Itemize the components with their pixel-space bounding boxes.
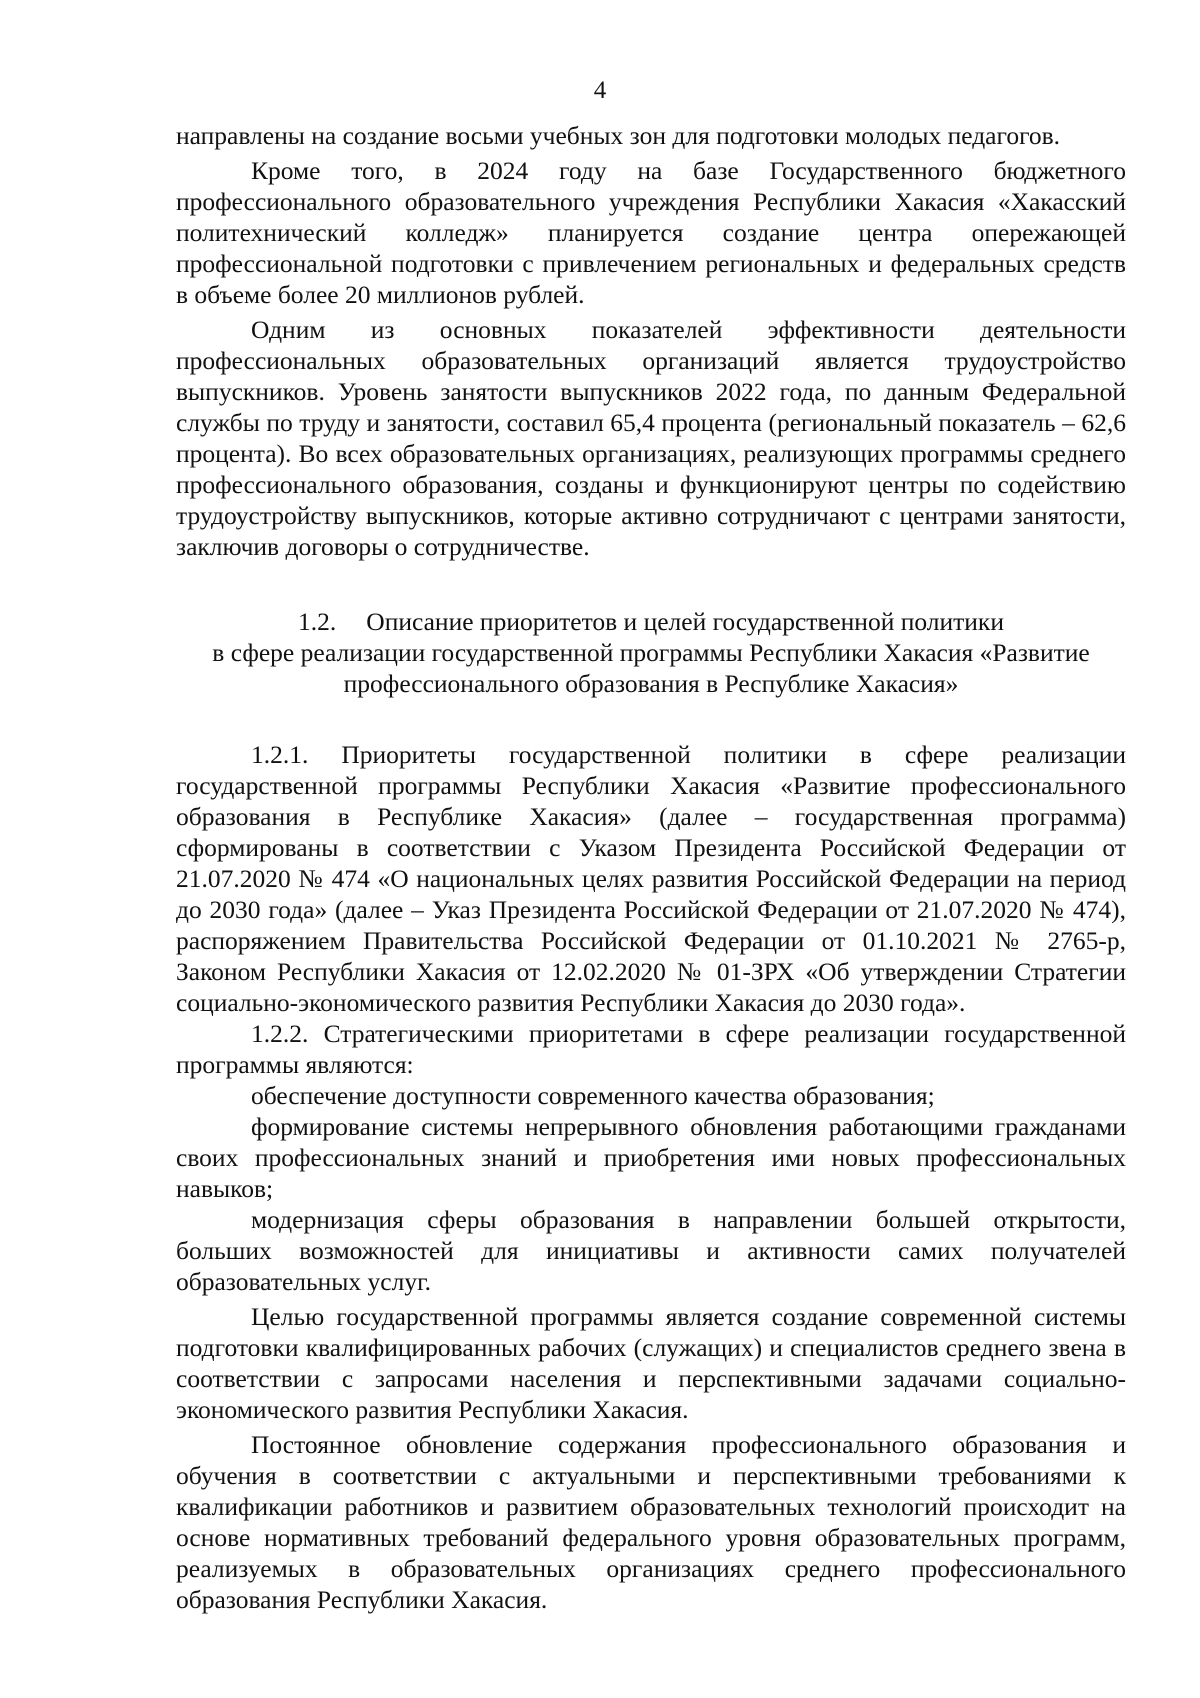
section-heading-line-3: профессионального образования в Республике Хакасия» [343,669,959,698]
paragraph-goal: Целью государственной программы является создание современной системы подготовки квалифицированных рабочих (служащих) и специалистов среднего звена в соответствии с запросами населения и перспективными задачами социально-экономического развития Республики Хакасия. [176,1302,1126,1424]
paragraph-employment: Одним из основных показателей эффективности деятельности профессиональных образовательных организаций является трудоустройство выпускников. Уровень занятости выпускников 2022 года, по данным Федеральной службы по труду и занятости, составил 65,4 процента (региональный показатель – 62,6 процента). Во всех образовательных организациях, реализующих программы среднего профессионального образования, созданы и функционируют центры по содействию трудоустройству выпускников, которые активно сотрудничают с центрами занятости, заключив договоры о сотрудничестве. [176,315,1126,561]
page-number: 4 [593,77,607,104]
paragraph-continuation: направлены на создание восьми учебных зон для подготовки молодых педагогов. [176,121,1061,150]
paragraph-content-update: Постоянное обновление содержания профессионального образования и обучения в соответствии с актуальными и перспективными требованиями к квалификации работников и развитием образовательных технологий происходит на основе нормативных требований федерального уровня образовательных программ, реализуемых в образовательных организациях среднего профессионального образования Республики Хакасия. [176,1430,1126,1614]
paragraph-strategic-priorities: 1.2.2. Стратегическими приоритетами в сфере реализации государственной программы являются: [176,1019,1126,1079]
list-item-accessibility: обеспечение доступности современного качества образования; [251,1081,935,1110]
paragraph-college-center: Кроме того, в 2024 году на базе Государственного бюджетного профессионального образовательного учреждения Республики Хакасия «Хакасский политехнический колледж» планируется создание центра опережающей профессиональной подготовки с привлечением региональных и федеральных средств в объеме более 20 миллионов рублей. [176,156,1126,309]
paragraph-priorities: 1.2.1. Приоритеты государственной политики в сфере реализации государственной программы Республики Хакасия «Развитие профессионального образования в Республике Хакасия» (далее – государственная программа) сформированы в соответствии с Указом Президента Российской Федерации от 21.07.2020 № 474 «О национальных целях развития Российской Федерации на период до 2030 года» (далее – Указ Президента Российской Федерации от 21.07.2020 № 474), распоряжением Правительства Российской Федерации от 01.10.2021 № 2765-р, Законом Республики Хакасия от 12.02.2020 № 01-ЗРХ «Об утверждении Стратегии социально-экономического развития Республики Хакасия до 2030 года». [176,740,1126,1017]
document-body [176,120,1126,1615]
section-heading [176,606,1126,699]
list-item-modernization: модернизация сферы образования в направлении большей открытости, больших возможностей для инициативы и активности самих получателей образовательных услуг. [176,1205,1126,1296]
list-item-continuous-update: формирование системы непрерывного обновления работающими гражданами своих профессиональных знаний и приобретения ими новых профессиональных навыков; [176,1112,1126,1203]
section-heading-line-1 [176,606,1126,637]
section-number: 1.2. [298,607,337,636]
section-title-part-1: Описание приоритетов и целей государственной политики [366,607,1004,636]
section-heading-line-2: в сфере реализации государственной программы Республики Хакасия «Развитие [212,638,1090,667]
